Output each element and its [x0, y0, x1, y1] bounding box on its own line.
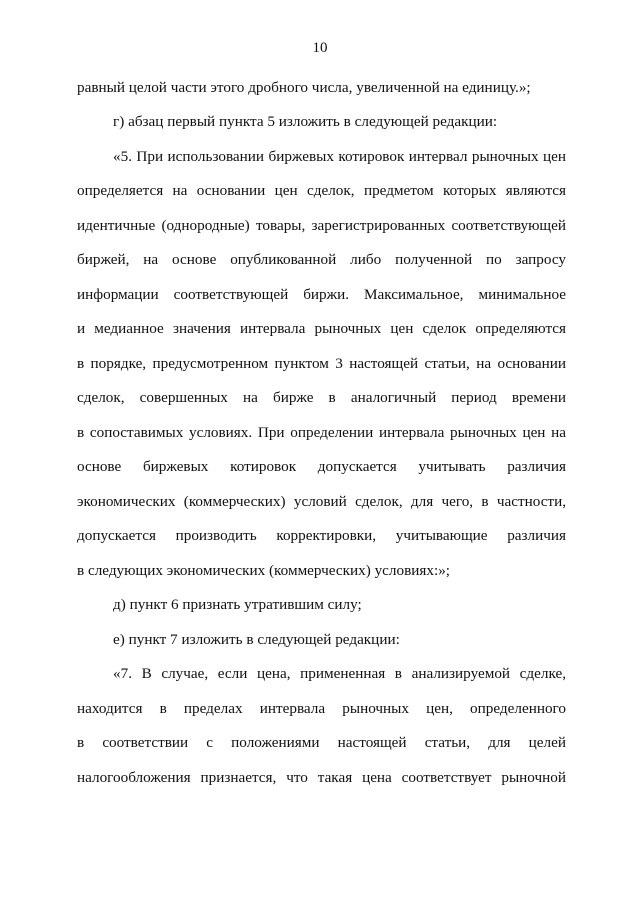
text-line: и медианное значения интервала рыночных цен сделок определяются: [77, 320, 566, 337]
text-line: экономических (коммерческих) условий сделок, для чего, в частности,: [77, 493, 566, 510]
text-line: д) пункт 6 признать утратившим силу;: [113, 596, 362, 613]
text-line: «7. В случае, если цена, примененная в анализируемой сделке,: [113, 665, 566, 682]
text-line: равный целой части этого дробного числа, увеличенной на единицу.»;: [77, 79, 531, 96]
text-line: г) абзац первый пункта 5 изложить в следующей редакции:: [113, 113, 498, 130]
text-line: идентичные (однородные) товары, зарегистрированных соответствующей: [77, 217, 566, 234]
text-line: биржей, на основе опубликованной либо полученной по запросу: [77, 251, 566, 268]
text-line: сделок, совершенных на бирже в аналогичный период времени: [77, 389, 566, 406]
text-line: находится в пределах интервала рыночных цен, определенного: [77, 700, 566, 717]
text-line: информации соответствующей биржи. Максимальное, минимальное: [77, 286, 566, 303]
text-line: в сопоставимых условиях. При определении интервала рыночных цен на: [77, 424, 566, 441]
text-line: в порядке, предусмотренном пунктом 3 настоящей статьи, на основании: [77, 355, 566, 372]
text-line: «5. При использовании биржевых котировок интервал рыночных цен: [113, 148, 566, 165]
text-line: в соответствии с положениями настоящей статьи, для целей: [77, 734, 566, 751]
text-line: определяется на основании цен сделок, предметом которых являются: [77, 182, 566, 199]
page-number: 10: [312, 40, 328, 56]
text-line: в следующих экономических (коммерческих) условиях:»;: [77, 562, 451, 579]
text-line: е) пункт 7 изложить в следующей редакции:: [113, 631, 400, 648]
text-line: налогообложения признается, что такая цена соответствует рыночной: [77, 769, 566, 786]
text-line: допускается производить корректировки, учитывающие различия: [77, 527, 566, 544]
text-line: основе биржевых котировок допускается учитывать различия: [77, 458, 566, 475]
